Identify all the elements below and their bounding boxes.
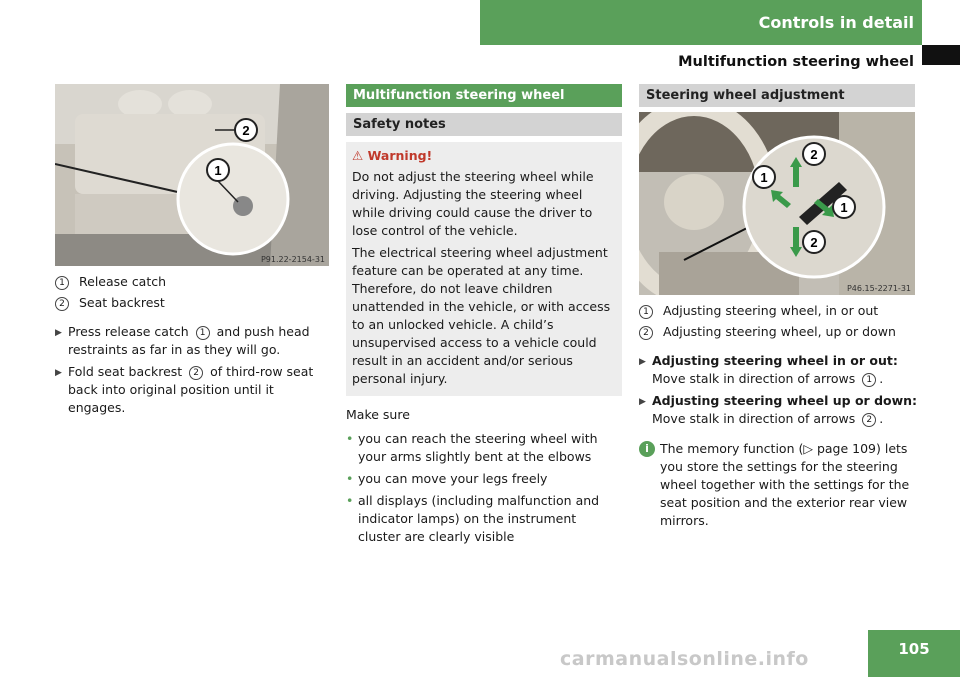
section-title: Multifunction steering wheel bbox=[346, 84, 622, 107]
list-item: • you can move your legs freely bbox=[346, 471, 548, 486]
svg-text:1: 1 bbox=[760, 170, 768, 185]
header-marker bbox=[922, 45, 960, 65]
section-title: Steering wheel adjustment bbox=[639, 84, 915, 107]
instruction-step: ▶ Adjusting steering wheel in or out: Move stalk in direction of arrows 1 . bbox=[639, 353, 898, 386]
legend-item bbox=[639, 323, 919, 341]
steering-wheel-illustration bbox=[639, 112, 915, 295]
instruction-step: ▶ Press release catch 1 and push head restraints as far in as they will go. bbox=[55, 324, 310, 357]
left-column bbox=[55, 273, 335, 421]
image-code: P91.22-2154-31 bbox=[260, 255, 325, 264]
instruction-step: ▶ Fold seat backrest 2 of third-row seat back into original position until it engages. bbox=[55, 364, 314, 415]
legend-item bbox=[639, 302, 919, 320]
steering-wheel-photo-icon bbox=[639, 112, 915, 295]
legend-text: Adjusting steering wheel, up or down bbox=[663, 324, 896, 339]
bullet-icon: • bbox=[346, 471, 354, 486]
callout-number: 2 bbox=[189, 366, 203, 380]
instruction-step: ▶ Adjusting steering wheel up or down: Move stalk in direction of arrows 2 . bbox=[639, 393, 918, 426]
legend-text: Seat backrest bbox=[79, 295, 165, 310]
page-number: 105 bbox=[868, 630, 960, 677]
section-header: Controls in detail bbox=[758, 13, 914, 32]
seat-illustration bbox=[55, 84, 329, 266]
middle-column bbox=[346, 84, 622, 550]
image-code: P46.15-2271-31 bbox=[846, 284, 911, 293]
arrow-bullet-icon: ▶ bbox=[55, 368, 62, 378]
arrow-bullet-icon: ▶ bbox=[639, 397, 646, 407]
callout-number: 2 bbox=[55, 297, 69, 311]
seat-photo-icon bbox=[55, 84, 329, 266]
page-ref-icon: ▷ bbox=[803, 441, 813, 456]
info-icon: i bbox=[639, 441, 655, 457]
arrow-bullet-icon: ▶ bbox=[639, 357, 646, 367]
bullet-icon: • bbox=[346, 431, 354, 446]
intro-text: Make sure bbox=[346, 407, 410, 422]
svg-text:1: 1 bbox=[214, 163, 222, 178]
svg-text:2: 2 bbox=[242, 123, 250, 138]
callout-number: 1 bbox=[55, 276, 69, 290]
callout-number: 1 bbox=[196, 326, 210, 340]
legend-text: Adjusting steering wheel, in or out bbox=[663, 303, 879, 318]
info-note: i The memory function (▷ page 109) lets you store the settings for the steering wheel together with the settings for the seat position and the exterior rear view mirrors. bbox=[639, 440, 919, 530]
warning-box bbox=[346, 142, 622, 396]
list-item: • you can reach the steering wheel with your arms slightly bent at the elbows bbox=[346, 431, 598, 464]
legend-item bbox=[55, 294, 335, 312]
callout-number: 1 bbox=[862, 373, 876, 387]
warning-triangle-icon: ⚠ bbox=[352, 148, 364, 163]
callout-number: 2 bbox=[639, 326, 653, 340]
right-column bbox=[639, 84, 915, 107]
warning-paragraph: Do not adjust the steering wheel while driving. Adjusting the steering wheel while driving could cause the driver to lose control of the vehicle. bbox=[352, 169, 594, 238]
watermark: carmanualsonline.info bbox=[560, 648, 809, 670]
subsection-header: Multifunction steering wheel bbox=[678, 54, 914, 70]
subsection-title: Safety notes bbox=[346, 113, 622, 136]
right-column-text bbox=[639, 302, 919, 530]
callout-number: 1 bbox=[639, 305, 653, 319]
svg-text:2: 2 bbox=[810, 147, 818, 162]
callout-number: 2 bbox=[862, 413, 876, 427]
svg-text:1: 1 bbox=[840, 200, 848, 215]
bullet-icon: • bbox=[346, 493, 354, 508]
warning-paragraph: The electrical steering wheel adjustment feature can be operated at any time. Therefore, do not leave children unattended in the vehicle, or with access to an unlocked vehicle. A child’s unsupervised access to a vehicle could result in an accident and/or serious personal injury. bbox=[352, 245, 611, 386]
arrow-bullet-icon: ▶ bbox=[55, 328, 62, 338]
legend-text: Release catch bbox=[79, 274, 167, 289]
list-item: • all displays (including malfunction and indicator lamps) on the instrument cluster are clearly visible bbox=[346, 493, 600, 544]
svg-text:2: 2 bbox=[810, 235, 818, 250]
warning-header: ⚠ Warning! bbox=[352, 148, 433, 163]
legend-item bbox=[55, 273, 335, 291]
